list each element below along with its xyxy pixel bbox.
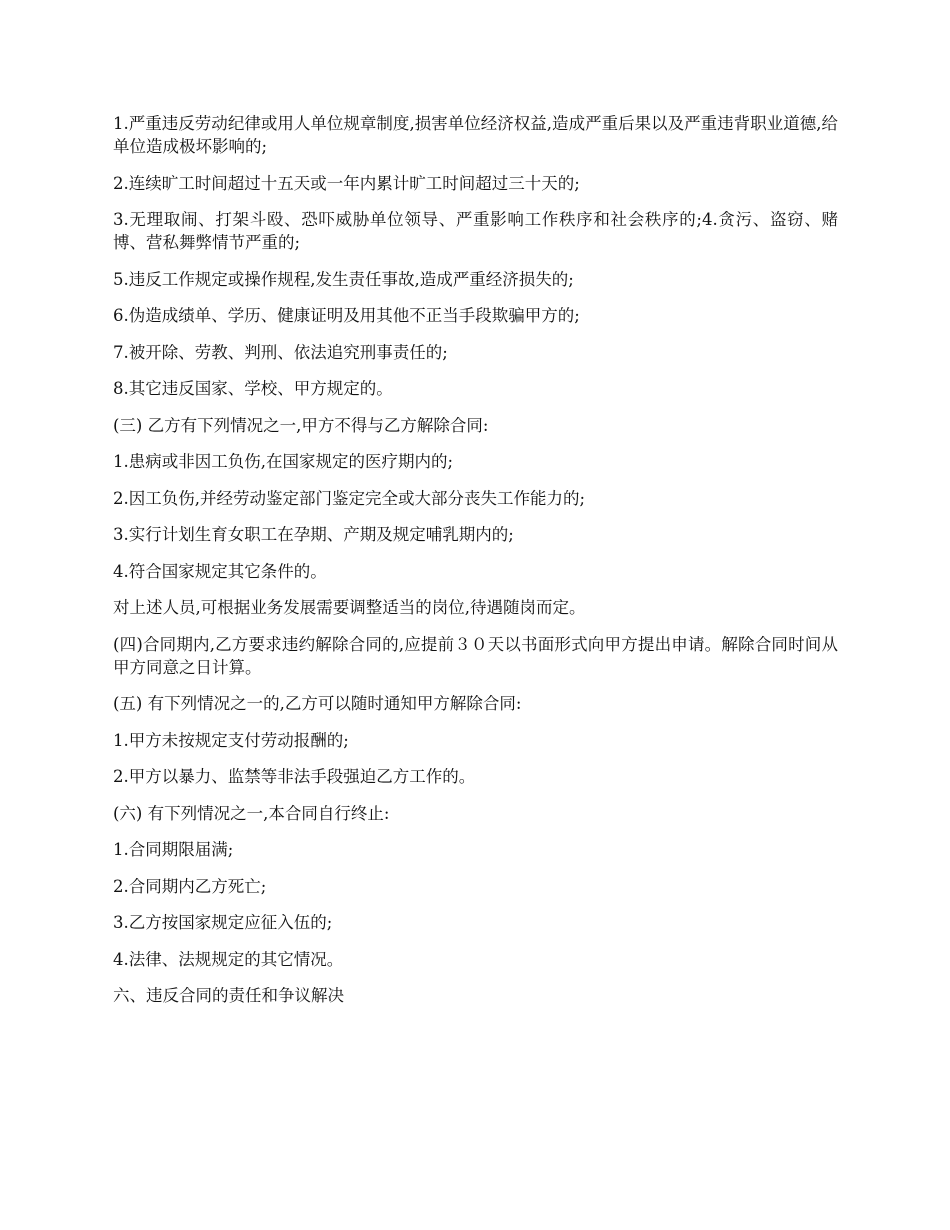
section-heading: (五) 有下列情况之一的,乙方可以随时通知甲方解除合同:	[113, 694, 522, 713]
paragraph: 3.实行计划生育女职工在孕期、产期及规定哺乳期内的;	[113, 525, 514, 544]
paragraph: 1.合同期限届满;	[113, 840, 234, 859]
paragraph: 2.合同期内乙方死亡;	[113, 876, 267, 896]
paragraph: 6.伪造成绩单、学历、健康证明及用其他不正当手段欺骗甲方的;	[113, 306, 580, 325]
section-heading: (三) 乙方有下列情况之一,甲方不得与乙方解除合同:	[113, 415, 489, 435]
paragraph: 2.甲方以暴力、监禁等非法手段强迫乙方工作的。	[113, 767, 476, 786]
chapter-heading: 六、违反合同的责任和争议解决	[113, 986, 344, 1005]
paragraph: 2.连续旷工时间超过十五天或一年内累计旷工时间超过三十天的;	[113, 173, 580, 193]
paragraph: 对上述人员,可根据业务发展需要调整适当的岗位,待遇随岗而定。	[113, 598, 586, 617]
paragraph: 1.患病或非因工负伤,在国家规定的医疗期内的;	[113, 452, 454, 471]
paragraph: 4.法律、法规规定的其它情况。	[113, 949, 344, 969]
paragraph: 3.乙方按国家规定应征入伍的;	[113, 913, 333, 932]
paragraph: 8.其它违反国家、学校、甲方规定的。	[113, 379, 393, 398]
paragraph: 7.被开除、劳教、判刑、依法追究刑事责任的;	[113, 342, 448, 362]
paragraph: 5.违反工作规定或操作规程,发生责任事故,造成严重经济损失的;	[113, 269, 574, 289]
paragraph: 1.甲方未按规定支付劳动报酬的;	[113, 730, 349, 750]
paragraph: 1.严重违反劳动纪律或用人单位规章制度,损害单位经济权益,造成严重后果以及严重违背职业道德,给单位造成极坏影响的;	[113, 114, 838, 156]
section-heading: (六) 有下列情况之一,本合同自行终止:	[113, 803, 390, 823]
paragraph: 4.符合国家规定其它条件的。	[113, 561, 327, 581]
document-body	[113, 112, 838, 1021]
paragraph: 3.无理取闹、打架斗殴、恐吓威胁单位领导、严重影响工作秩序和社会秩序的;4.贪污、盗窃、赌博、营私舞弊情节严重的;	[113, 210, 838, 252]
section-heading: (四)合同期内,乙方要求违约解除合同的,应提前３０天以书面形式向甲方提出申请。解除合同时间从甲方同意之日计算。	[113, 634, 838, 677]
paragraph: 2.因工负伤,并经劳动鉴定部门鉴定完全或大部分丧失工作能力的;	[113, 488, 586, 508]
